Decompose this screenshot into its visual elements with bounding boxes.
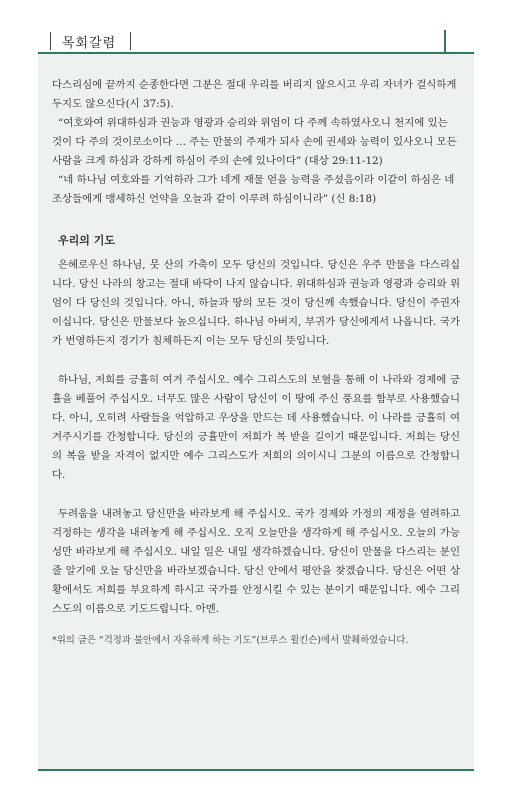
header-divider-left [50,32,51,50]
footer-accent-line [38,769,474,771]
prayer-section [52,256,460,619]
scripture-quote-1: “여호와여 위대하심과 권능과 영광과 승리와 위엄이 다 주께 속하였사오니 천지에 있는 것이 다 주의 것이로소이다 … 주는 만물의 주재가 되사 손에 권세와 능력이 있사오니 모든 사람을 크게 하심과 강하게 하심이 주의 손에 있나이다” (대상 29:11-12) [52,117,457,167]
prayer-heading: 우리의 기도 [58,234,115,247]
intro-paragraph-1: 다스리심에 끝까지 순종한다면 그분은 절대 우리를 버리지 않으시고 우리 자녀가 걸식하게 두지도 않으신다(시 37:5). [52,79,457,110]
source-note: *위의 글은 “걱정과 불안에서 자유하게 하는 기도”(브루스 윌킨슨)에서 발췌하였습니다. [52,635,409,646]
prayer-paragraph-2: 하나님, 저희를 긍휼히 여겨 주십시오. 예수 그리스도의 보혈을 통해 이 나라와 경제에 긍휼을 베풀어 주십시오. 너무도 많은 사람이 당신이 이 땅에 주신 풍요를 함부로 사용했습니다. 아니, 오히려 사람들을 억압하고 우상을 만드는 데 사용했습니다. 이 나라를 긍휼히 여겨주시기를 간청합니다. 당신의 긍휼만이 저희가 복 받을 길이기 때문입니다. 저희는 당신의 복을 받을 자격이 없지만 예수 그리스도가 저희의 의이시니 그분의 이름으로 간청합니다. [52,374,460,481]
header-divider-right [130,32,131,50]
prayer-paragraph-1: 은혜로우신 하나님, 뭇 산의 가축이 모두 당신의 것입니다. 당신은 우주 만물을 다스리십니다. 당신 나라의 창고는 절대 바닥이 나지 않습니다. 위대하심과 권능과 영광과 승리와 위엄이 다 당신의 것입니다. 아니, 하늘과 땅의 모든 것이 당신께 속했습니다. 당신이 주권자이십니다. 당신은 만물보다 높으십니다. 하나님 아버지, 부귀가 당신에게서 나옵니다. 국가가 번영하든지 경기가 침체하든지 이는 모두 당신의 뜻입니다. [52,259,460,347]
prayer-paragraph-3: 두려움을 내려놓고 당신만을 바라보게 해 주십시오. 국가 경제와 가정의 재정을 염려하고 걱정하는 생각을 내려놓게 해 주십시오. 오직 오늘만을 생각하게 해 주십시오. 오늘의 가능성만 바라보게 해 주십시오. 내일 일은 내일 생각하겠습니다. 당신이 만물을 다스리는 분인 줄 알기에 오늘 당신만을 바라보겠습니다. 당신 안에서 평안을 찾겠습니다. 당신은 어떤 상황에서도 저희를 부요하게 하시고 국가를 안정시킬 수 있는 분이기 때문입니다. 예수 그리스도의 이름으로 기도드립니다. 아멘. [52,508,460,615]
article-body [52,76,460,650]
scripture-quote-2: “네 하나님 여호와를 기억하라 그가 네게 재물 얻을 능력을 주셨음이라 이같이 하심은 네 조상들에게 맹세하신 언약을 오늘과 같이 이루려 하심이니라” (신 8:18) [52,174,455,205]
section-title-header: 목회갈렴 [62,36,117,51]
header-accent-tick [444,30,446,52]
page-header [0,0,513,52]
